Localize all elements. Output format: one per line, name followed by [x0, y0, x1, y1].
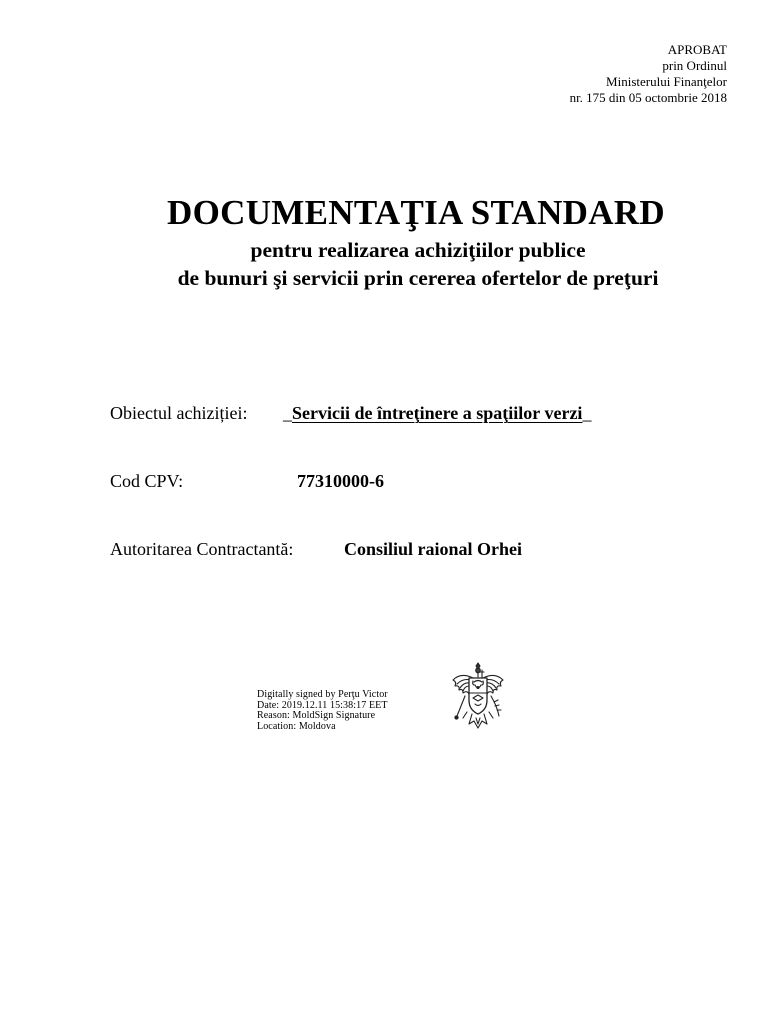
cpv-code-field	[110, 471, 384, 492]
cpv-code-value: 77310000-6	[297, 471, 384, 491]
contracting-authority-field	[110, 539, 523, 560]
contracting-authority-label: Autoritarea Contractantă:	[110, 539, 294, 559]
cpv-code-label: Cod CPV:	[110, 471, 184, 491]
procurement-object-value-wrap: _Servicii de întreţinere a spaţiilor verzi_	[283, 403, 592, 423]
document-title: DOCUMENTAŢIA STANDARD	[167, 193, 665, 232]
digital-signature-block	[257, 690, 388, 732]
procurement-object-field	[110, 403, 592, 424]
signature-signer: Digitally signed by Perţu Victor	[257, 689, 388, 700]
procurement-object-value: Servicii de întreţinere a spaţiilor verzi	[292, 403, 583, 423]
approval-block	[570, 42, 727, 106]
approval-line-number: nr. 175 din 05 octombrie 2018	[569, 90, 727, 105]
document-subtitle-line1: pentru realizarea achiziţiilor publice	[250, 238, 586, 262]
coat-of-arms-icon	[443, 660, 513, 740]
signature-location: Location: Moldova	[257, 720, 336, 732]
procurement-object-label: Obiectul achiziției:	[110, 403, 248, 423]
signature-date: Date: 2019.12.11 15:38:17 EET	[257, 699, 388, 711]
approval-line-order: prin Ordinul	[662, 58, 727, 73]
approval-line-approved: APROBAT	[667, 42, 727, 57]
contracting-authority-value: Consiliul raional Orhei	[344, 539, 523, 559]
document-subtitle-line2: de bunuri şi servicii prin cererea ofertelor de preţuri	[177, 266, 659, 290]
signature-reason: Reason: MoldSign Signature	[257, 710, 376, 721]
approval-line-ministry: Ministerului Finanţelor	[606, 74, 727, 89]
